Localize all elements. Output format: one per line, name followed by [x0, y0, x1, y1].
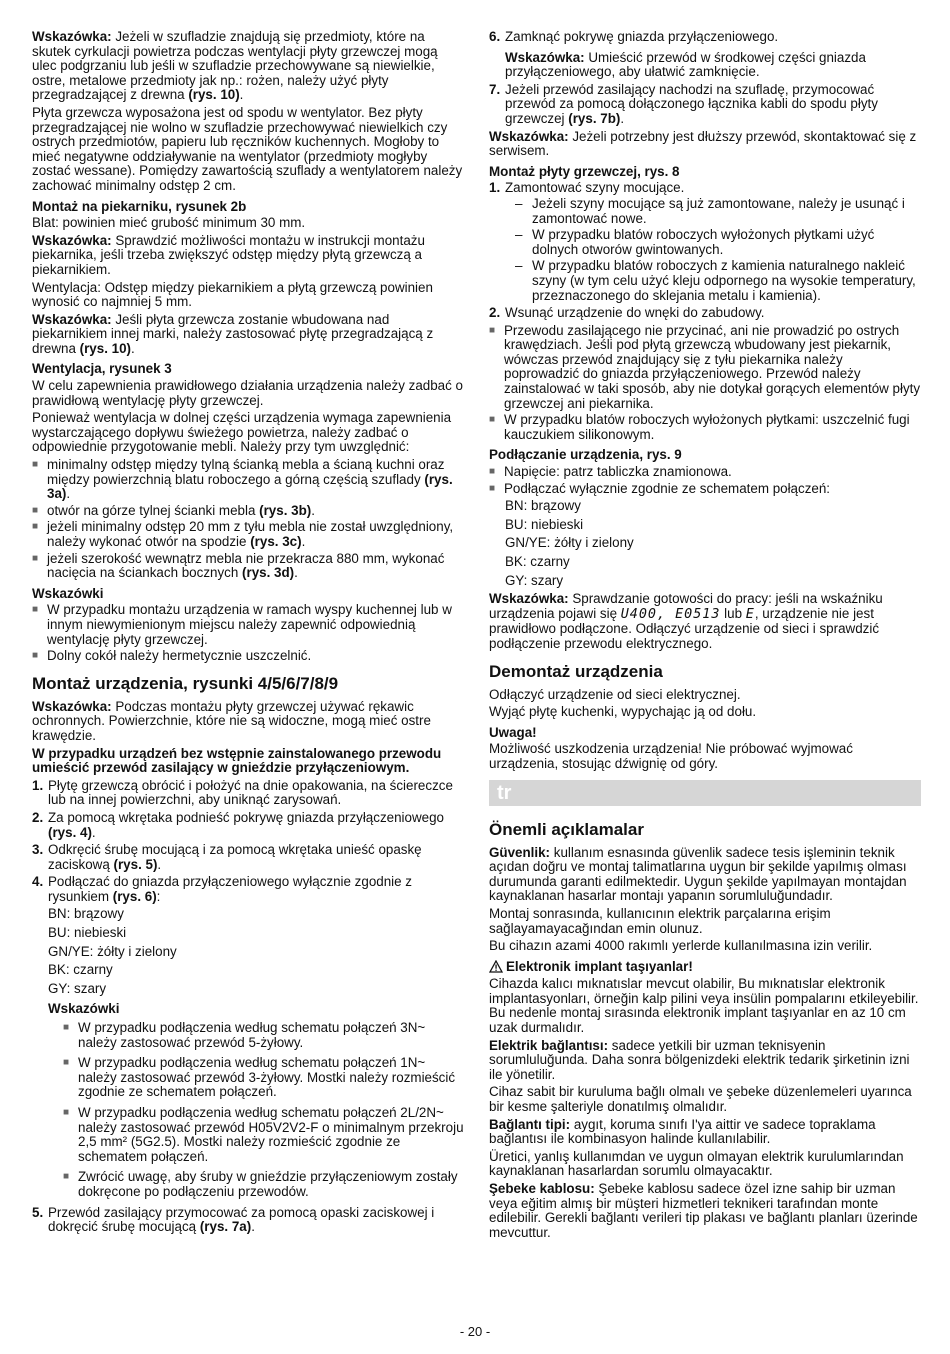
mount-steps-continued [489, 30, 921, 127]
list-item: ■ Zwrócić uwagę, aby śruby w gnieździe przyłączeniowym zostały dokręcone po podłączeniu przewodów. [63, 1170, 464, 1199]
paragraph-oven-ventilation: Wentylacja: Odstęp między piekarnikiem a płytą grzewczą powinien wynosić co najmniej 5 mm. [32, 279, 433, 310]
list-item: ■ W przypadku blatów roboczych wyłożonych płytkami: uszczelnić fugi kauczukiem silikonowym. [489, 413, 921, 442]
heading-plate-mount: Montaż płyty grzewczej, rys. 8 [489, 163, 680, 179]
wire-item: GN/YE: żółty i zielony [48, 943, 177, 959]
paragraph-worktop: Blat: powinien mieć grubość minimum 30 mm. [32, 215, 306, 231]
list-item: ■ Przewodu zasilającego nie przycinać, ani nie prowadzić po ostrych krawędziach. Jeśli pod płytą grzewczą wbudowany jest piekarnik, wówczas przewód znajdujący się z tyłu piekarnika należy poprowadzić do gniazda przyłączeniowego. Przewód należy zainstalować w taki sposób, aby nie dotykał gorących elementów płyty grzewczej ani piekarnika. [489, 324, 921, 412]
wire-colors-2 [489, 499, 921, 588]
heading-caution: Uwaga! [489, 724, 537, 740]
left-column [32, 30, 464, 1238]
heading-dismount: Demontaż urządzenia [489, 661, 663, 681]
list-item: 4. Podłączać do gniazda przyłączeniowego wyłącznie zgodnie z rysunkiem (rys. 6): BN: brązowy BU: niebieski GN/YE: żółty i zielony BK: czarny GY: szary Wskazówki ■ W przypadku podłączenia według schematu połączeń 3N~ należy zastosować przewód 5-żyłowy. ■ W przypadku podłączenia według schematu połączeń 1N~ należy zastosować przewód 3-żyłowy. Mostki należy rozmieścić zgodnie ze schematem połączeń. ■ W przypadku podłączenia według schematu połączeń 2L/2N~ należy zastosować przewód H05V2V2-F o minimalnym przekroju 2,5 mm² (5G2.5). Mostki należy rozmieścić zgodnie ze schematem połączeń. ■ Zwrócić uwagę, aby śruby w gnieździe przyłączeniowym zostały dokręcone po podłączeniu przewodów. [32, 875, 464, 1199]
list-item: ■ otwór na górze tylnej ścianki mebla (rys. 3b). [32, 504, 464, 519]
wire-item: BU: niebieski [505, 516, 584, 532]
list-item: 7. Jeżeli przewód zasilający nachodzi na szufladę, przymocować przewód za pomocą dołączonego łącznika kabli do spodu płyty grzewczej (rys. 7b). [489, 81, 878, 126]
list-item: ■ W przypadku podłączenia według schematu połączeń 2L/2N~ należy zastosować przewód H05V2V2-F o minimalnym przekroju 2,5 mm² (5G2.5). Mostki należy rozmieścić zgodnie ze schematem połączeń. [63, 1106, 464, 1164]
display-code: E [745, 606, 755, 622]
plate-steps [489, 181, 921, 320]
paragraph-cable-bold: W przypadku urządzeń bez wstępnie zainstalowanego przewodu umieścić przewód zasilający w gnieździe przyłączeniowym. [32, 745, 442, 776]
paragraph-electrical: Elektrik bağlantısı: sadece yetkili bir uzman teknisyenin sorumluluğunda. Daha sonra bölgenizdeki elektrik tedarik şirketinin izni ile yönetilir. [489, 1037, 910, 1082]
list-item: – Jeżeli szyny mocujące są już zamontowane, należy je usunąć i zamontować nowe. [515, 197, 921, 226]
wire-item: BN: brązowy [505, 498, 581, 514]
note-gloves: Wskazówka: Podczas montażu płyty grzewczej używać rękawic ochronnych. Powierzchnie, które nie są widoczne, mogą mieć ostre krawędzie. [32, 698, 431, 743]
note-cable-center: Wskazówka: Umieścić przewód w środkowej części gniazda przyłączeniowego, aby ułatwić zamknięcie. [505, 49, 866, 80]
list-item: ■ Napięcie: patrz tabliczka znamionowa. [489, 465, 921, 480]
ventilation-list [32, 458, 464, 581]
paragraph-magnets: Cihazda kalıcı mıknatıslar mevcut olabilir, Bu mıknatıslar elektronik implantasyonları, örneğin kalp pilini veya insülin pompalarını etkileyebilir. Bu nedenle montaj sırasında elektronik implant taşıyanlar en az 10 cm uzak durmalıdır. [489, 976, 919, 1036]
mount-steps [32, 779, 464, 1235]
paragraph-access: Montaj sonrasında, kullanıcının elektrik parçalarına erişim sağlayamayacağından emin olunuz. [489, 905, 831, 936]
paragraph-caution: Możliwość uszkodzenia urządzenia! Nie próbować wyjmować urządzenia, stosując dźwignię od góry. [489, 741, 853, 771]
rail-notes [505, 197, 921, 303]
right-column [489, 30, 921, 1243]
list-item: ■ minimalny odstęp między tylną ścianką mebla a ścianą kuchni oraz między powierzchnią blatu roboczego a górną częścią szuflady (rys. 3a). [32, 458, 464, 502]
list-item: 2. Za pomocą wkrętaka podnieść pokrywę gniazda przyłączeniowego (rys. 4). [32, 809, 444, 840]
list-item: ■ Dolny cokół należy hermetycznie uszczelnić. [32, 649, 464, 664]
page-number: - 20 - [459, 1324, 491, 1340]
list-item: 5. Przewód zasilający przymocować za pomocą opaski zaciskowej i dokręcić śrubę mocującą (rys. 7a). [32, 1204, 435, 1235]
list-item: ■ jeżeli minimalny odstęp 20 mm z tyłu mebla nie został uwzględniony, należy wykonać otwór na spodzie (rys. 3c). [32, 520, 464, 549]
wire-item: GY: szary [48, 980, 107, 996]
warning-implant: Elektronik implant taşıyanlar! [489, 960, 921, 975]
list-item: ■ W przypadku montażu urządzenia w ramach wyspy kuchennej lub w innym niewymienionym miejscu należy zapewnić odpowiednią wentylację płyty grzewczej. [32, 603, 464, 647]
list-item: ■ W przypadku podłączenia według schematu połączeń 3N~ należy zastosować przewód 5-żyłowy. [63, 1021, 464, 1050]
note-oven-instructions: Wskazówka: Sprawdzić możliwości montażu w instrukcji montażu piekarnika, jeśli trzeba zwiększyć odstęp między płytą grzewczą a piekarnikiem. [32, 232, 425, 277]
list-item: ■ W przypadku podłączenia według schematu połączeń 1N~ należy zastosować przewód 3-żyłowy. Mostki należy rozmieścić zgodnie ze schematem połączeń. [63, 1056, 464, 1100]
list-item: – W przypadku blatów roboczych z kamienia naturalnego nakleić szyny (w tym celu użyć kleju odpornego na wysokie temperatury, przeznaczonego do sklejania metalu i kamienia). [515, 259, 921, 303]
notes-list [32, 603, 464, 663]
heading-device-mount: Montaż urządzenia, rysunki 4/5/6/7/8/9 [32, 673, 339, 693]
list-item: – W przypadku blatów roboczych wyłożonych płytkami użyć dolnych otworów gwintowanych. [515, 228, 921, 257]
paragraph-mains-cable: Şebeke kablosu: Şebeke kablosu sadece özel izne sahip bir uzman veya eğitim almış bir müşteri hizmetleri teknikeri tarafından monte edilebilir. Gerekli bağlantı verileri tip plakası ve bağlantı planları üzerinde mevcuttur. [489, 1181, 918, 1240]
list-item: 3. Odkręcić śrubę mocującą i za pomocą wkrętaka unieść opaskę zaciskową (rys. 5). [32, 842, 422, 872]
heading-important-notes: Önemli açıklamalar [489, 819, 644, 839]
wire-item: GY: szary [505, 572, 564, 588]
paragraph-safety: Güvenlik: kullanım esnasında güvenlik sadece tesis işleminin teknik açıdan doğru ve montaj talimatlarına uygun bir şekilde yapılmış olması durumunda garanti edilmektedir. Uygun şekilde yapılmayan montajdan kaynaklanan hasarlar montajı yapanın sorumluluğundadır. [489, 844, 907, 904]
heading-connection: Podłączanie urządzenia, rys. 9 [489, 447, 682, 463]
connection-list [489, 465, 921, 496]
paragraph-dismount-2: Wyjąć płytę kuchenki, wypychając ją od dołu. [489, 704, 757, 720]
notes-2-list [63, 1021, 464, 1200]
paragraph-installation: Cihaz sabit bir kuruluma bağlı olmalı ve şebeke düzenlemeleri uyarınca bir kesme şalteriyle donatılmış olmalıdır. [489, 1084, 912, 1115]
note-other-brand-oven: Wskazówka: Jeśli płyta grzewcza zostanie wbudowana nad piekarnikiem innej marki, należy zastosować płytę przegradzającą z drewna (rys. 10). [32, 311, 434, 356]
paragraph-dismount-1: Odłączyć urządzenie od sieci elektrycznej. [489, 686, 741, 702]
wire-item: GN/YE: żółty i zielony [505, 535, 634, 551]
list-item: ■ Podłączać wyłącznie zgodnie ze schematem połączeń: [489, 482, 921, 497]
plate-notes-list [489, 324, 921, 443]
wire-item: BU: niebieski [48, 925, 127, 941]
paragraph-ventilation-2: Ponieważ wentylacja w dolnej części urządzenia wymaga zapewnienia wystarczającego dopływu świeżego powietrza, należy zadbać o odpowiednie przygotowanie mebli. Należy przy tym uwzględnić: [32, 410, 452, 455]
wire-item: BN: brązowy [48, 906, 124, 922]
paragraph-fan: Płyta grzewcza wyposażona jest od spodu w wentylator. Bez płyty przegradzającej nie wolno w szufladzie przechowywać niewielkich czy ostrych przedmiotów, papieru lub ręczników kuchennych. Mogłoby to mieć negatywne oddziaływanie na wentylator (przedmioty mogłyby zostać wessane). Pomiędzy zawartością szuflady a wentylatorem należy zachować minimalny odstęp 2 cm. [32, 104, 463, 193]
paragraph-altitude: Bu cihazın azami 4000 rakımlı yerlerde kullanılmasına izin verilir. [489, 938, 873, 954]
paragraph-ventilation-1: W celu zapewnienia prawidłowego działania urządzenia należy zadbać o prawidłową wentylację płyty grzewczej. [32, 378, 463, 408]
list-item: 2. Wsunąć urządzenie do wnęki do zabudowy. [489, 305, 765, 321]
wire-colors [48, 907, 464, 996]
note-readiness-check: Wskazówka: Sprawdzanie gotowości do pracy: jeśli na wskaźniku urządzenia pojawi się U400, E0513 lub E, urządzenie nie jest prawidłowo podłączone. Odłączyć urządzenie od sieci i sprawdzić podłączenie przewodu elektrycznego. [489, 591, 883, 651]
paragraph-liability: Üretici, yanlış kullanımdan ve uygun olmayan elektrik kurulumlarından kaynaklanan hasarlardan sorumlu olmayacaktır. [489, 1148, 904, 1179]
note-longer-cable: Wskazówka: Jeżeli potrzebny jest dłuższy przewód, skontaktować się z serwisem. [489, 128, 917, 159]
heading-oven-mount: Montaż na piekarniku, rysunek 2b [32, 198, 247, 214]
wire-item: BK: czarny [48, 962, 113, 978]
notes-2-block [48, 1021, 464, 1200]
note-drawer: Wskazówka: Jeżeli w szufladzie znajdują się przedmioty, które na skutek cyrkulacji powietrza podczas wentylacji płyty grzewczej mogą ulec podgrzaniu lub jeśli w szufladzie przechowywane są niewielkie, ostre, metalowe przedmioty jak np.: rożen, należy użyć płyty przegradzającej z drewna (rys. 10). [32, 29, 438, 103]
paragraph-connection-type: Bağlantı tipi: aygıt, koruma sınıfı I'ya aittir ve sadece topraklama bağlantısı ile kombinasyon halinde kullanılabilir. [489, 1116, 876, 1147]
display-code: U400, E0513 [620, 606, 721, 622]
warning-triangle-icon [489, 960, 503, 973]
list-item: 1. Płytę grzewczą obrócić i położyć na dnie opakowania, na ściereczce lub na innej powierzchni, aby uniknąć zarysowań. [32, 777, 453, 808]
list-item: 6. Zamknąć pokrywę gniazda przyłączeniowego. Wskazówka: Umieścić przewód w środkowej części gniazda przyłączeniowego, aby ułatwić zamknięcie. [489, 30, 921, 80]
list-item: ■ jeżeli szerokość wewnątrz mebla nie przekracza 880 mm, wykonać nacięcia na ściankach bocznych (rys. 3d). [32, 552, 464, 581]
language-bar: tr [489, 780, 921, 806]
heading-notes: Wskazówki [32, 585, 104, 601]
wire-item: BK: czarny [505, 554, 570, 569]
heading-notes-2: Wskazówki [48, 1001, 120, 1017]
list-item: 1. Zamontować szyny mocujące. – Jeżeli szyny mocujące są już zamontowane, należy je usunąć i zamontować nowe. – W przypadku blatów roboczych wyłożonych płytkami użyć dolnych otworów gwintowanych. – W przypadku blatów roboczych z kamienia naturalnego nakleić szyny (w tym celu użyć kleju odpornego na wysokie temperatury, przeznaczonego do sklejania metalu i kamienia). [489, 181, 921, 303]
heading-ventilation: Wentylacja, rysunek 3 [32, 361, 172, 377]
